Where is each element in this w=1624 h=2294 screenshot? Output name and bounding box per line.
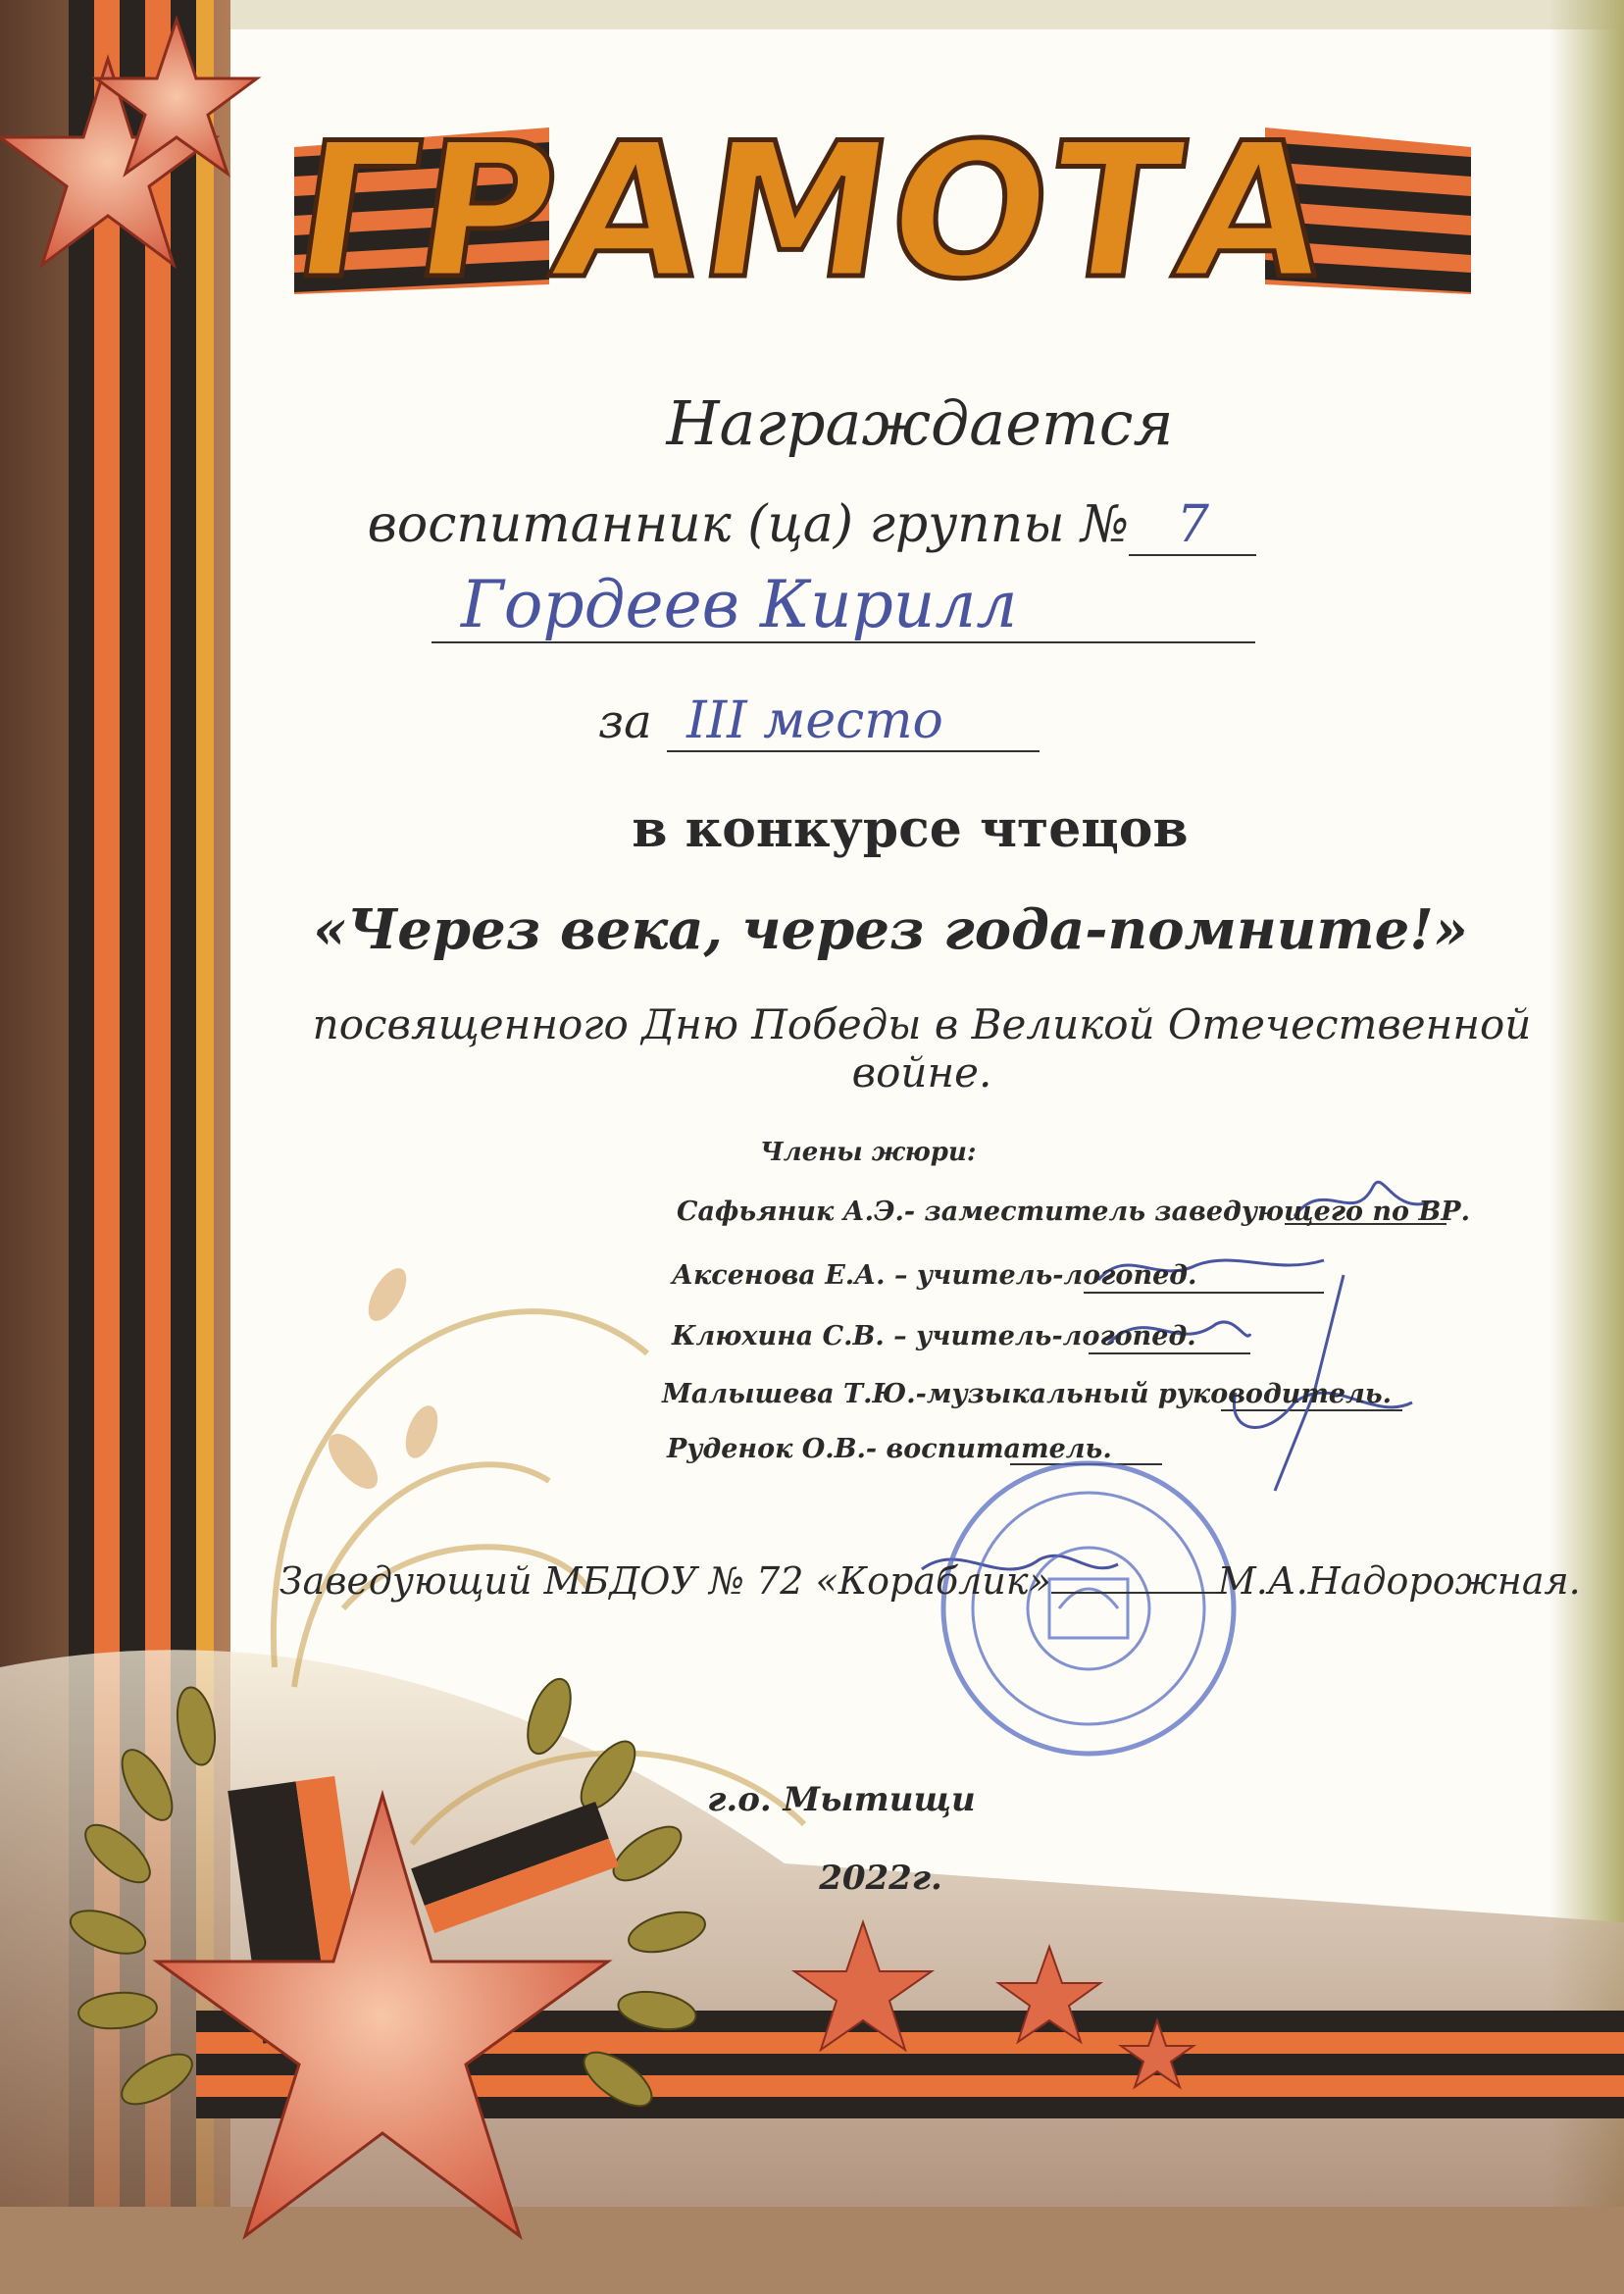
for-prefix: за <box>598 694 652 749</box>
jury-member: Сафьяник А.Э.- заместитель заведующего по ВР. <box>677 1197 1470 1227</box>
group-number: 7 <box>1176 495 1209 554</box>
stamp <box>943 1463 1234 1754</box>
jury-member: Аксенова Е.А. – учитель-логопед. <box>672 1260 1197 1291</box>
head-signature-line <box>279 1559 1581 1603</box>
group-line <box>0 495 1624 556</box>
place-value: III место <box>686 691 943 750</box>
jury-member: Клюхина С.В. – учитель-логопед. <box>672 1321 1196 1351</box>
contest-line: в конкурсе чтецов <box>632 799 1189 859</box>
awarded-heading: Награждается <box>666 387 1174 459</box>
contest-title: «Через века, через года-помните!» <box>313 897 1468 962</box>
dedication-line: посвященного Дню Победы в Великой Отечественной войне. <box>312 1000 1532 1096</box>
year: 2022г. <box>819 1859 942 1898</box>
certificate-title: ГРАМОТА <box>282 103 1342 320</box>
city: г.о. Мытищи <box>707 1780 976 1819</box>
child-name: Гордеев Кирилл <box>461 567 1018 642</box>
place-line <box>598 691 1040 752</box>
place-field <box>667 691 1040 752</box>
head-name: М.А.Надорожная. <box>1217 1559 1581 1603</box>
head-title: Заведующий МБДОУ № 72 «Кораблик» <box>279 1559 1051 1603</box>
jury-heading: Члены жюри: <box>760 1138 977 1167</box>
group-prefix: воспитанник (ца) группы № <box>367 495 1130 554</box>
group-number-field <box>1129 495 1256 556</box>
jury-member: Малышева Т.Ю.-музыкальный руководитель. <box>662 1379 1393 1409</box>
jury-member: Руденок О.В.- воспитатель. <box>667 1434 1112 1464</box>
